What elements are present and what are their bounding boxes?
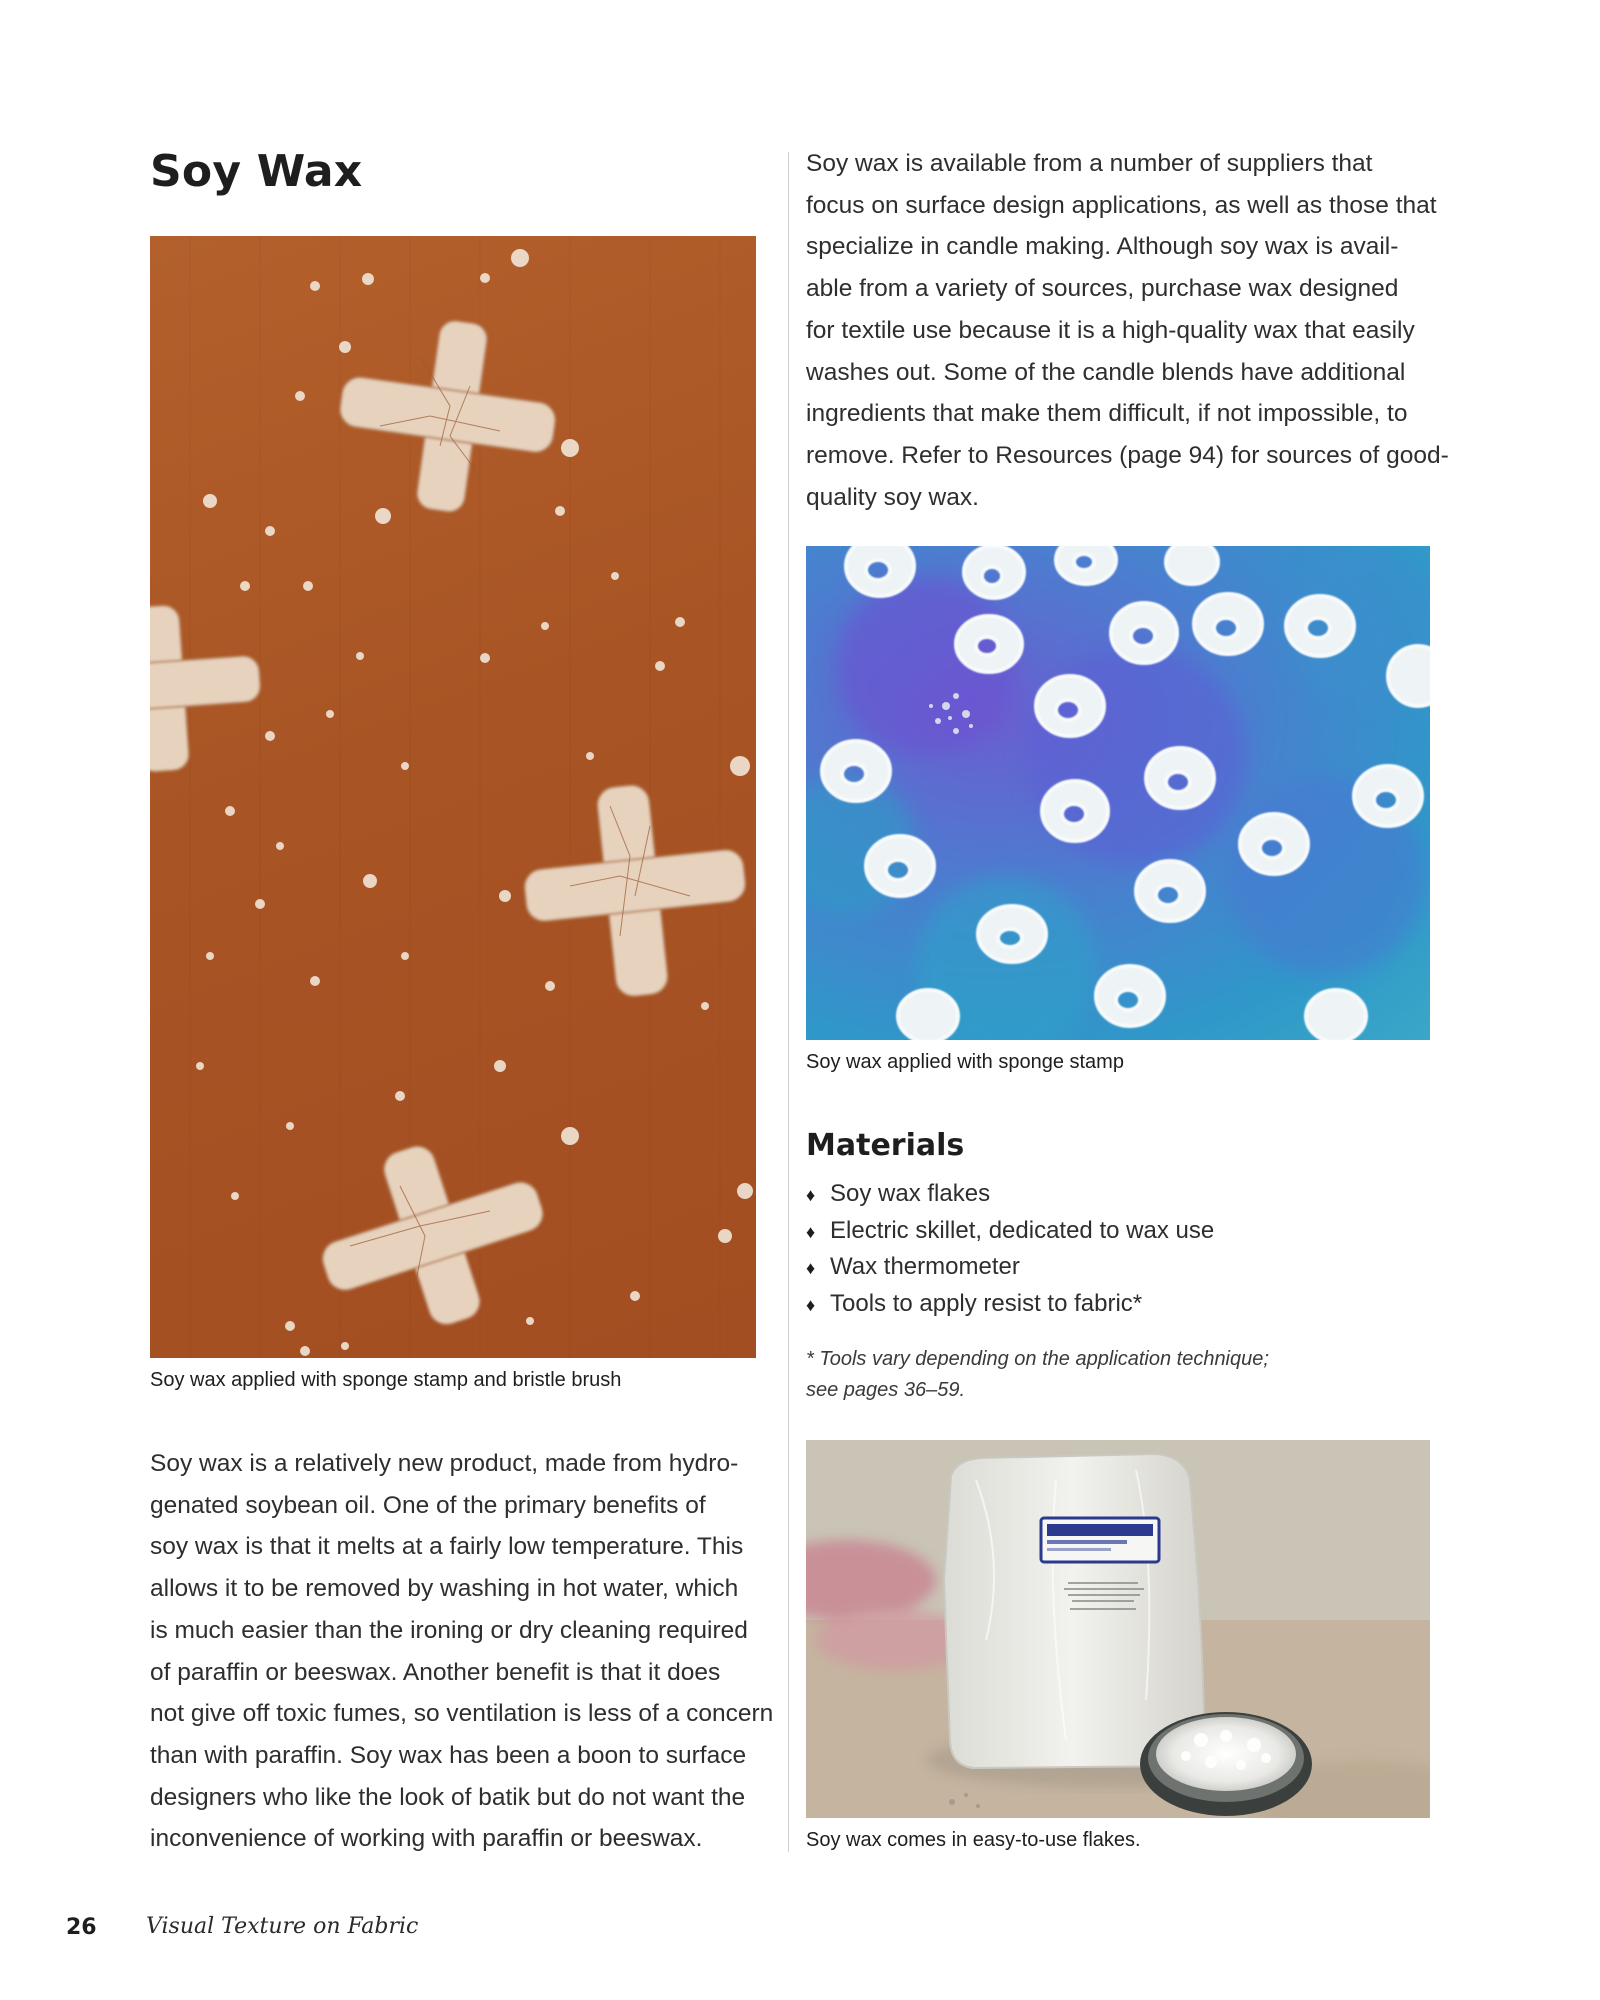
diamond-bullet-icon: ♦ <box>806 1258 816 1278</box>
list-item <box>806 1249 1214 1286</box>
diamond-bullet-icon: ♦ <box>806 1185 816 1205</box>
left-figure-caption: Soy wax applied with sponge stamp and bristle brush <box>150 1369 622 1391</box>
footnote-line: see pages 36–59. <box>806 1379 966 1401</box>
intro-line: of paraffin or beeswax. Another benefit is that it does <box>150 1658 721 1686</box>
diamond-bullet-icon: ♦ <box>806 1221 816 1242</box>
intro-line: inconvenience of working with paraffin or beeswax. <box>150 1825 703 1853</box>
supplier-line: focus on surface design applications, as well as those that <box>806 191 1437 219</box>
supplier-line: specialize in candle making. Although soy wax is avail- <box>806 233 1399 261</box>
sponge-stamp-artwork <box>806 546 1430 1040</box>
intro-line: allows it to be removed by washing in hot water, which <box>150 1575 739 1603</box>
supplier-line: washes out. Some of the candle blends have additional <box>806 358 1406 386</box>
tools-footnote <box>806 1344 1269 1406</box>
intro-line: designers who like the look of batik but do not want the <box>150 1783 746 1811</box>
diamond-bullet-icon: ♦ <box>806 1294 816 1315</box>
list-item <box>806 1286 1214 1323</box>
intro-paragraph <box>150 1443 790 1860</box>
intro-line: not give off toxic fumes, so ventilation is less of a concern <box>150 1700 774 1728</box>
material-item-label: Electric skillet, dedicated to wax use <box>830 1216 1215 1244</box>
intro-line: is much easier than the ironing or dry cleaning required <box>150 1616 748 1644</box>
batik-fabric-photo <box>150 236 756 1358</box>
page-title: Soy Wax <box>150 146 363 197</box>
intro-line: than with paraffin. Soy wax has been a boon to surface <box>150 1741 747 1769</box>
supplier-line: Soy wax is available from a number of suppliers that <box>806 150 1373 177</box>
list-item <box>806 1213 1214 1250</box>
material-item-label: Soy wax flakes <box>830 1180 991 1207</box>
intro-line: soy wax is that it melts at a fairly low temperature. This <box>150 1533 744 1561</box>
running-footer-title: Visual Texture on Fabric <box>146 1914 419 1939</box>
bag-figure-caption: Soy wax comes in easy-to-use flakes. <box>806 1829 1141 1851</box>
materials-list <box>806 1176 1214 1322</box>
supplier-line: remove. Refer to Resources (page 94) for sources of good- <box>806 441 1449 469</box>
intro-line: Soy wax is a relatively new product, made from hydro- <box>150 1450 739 1477</box>
materials-heading: Materials <box>806 1128 965 1163</box>
batik-fabric-artwork <box>150 236 756 1358</box>
supplier-line: for textile use because it is a high-quality wax that easily <box>806 316 1415 344</box>
list-item <box>806 1176 1214 1213</box>
intro-line: genated soybean oil. One of the primary benefits of <box>150 1491 706 1519</box>
soy-wax-bag-photo <box>806 1440 1430 1818</box>
footnote-line: * Tools vary depending on the application technique; <box>806 1348 1269 1370</box>
blue-figure-caption: Soy wax applied with sponge stamp <box>806 1051 1124 1073</box>
supplier-line: ingredients that make them difficult, if not impossible, to <box>806 400 1408 428</box>
supplier-paragraph <box>806 143 1449 518</box>
page-number: 26 <box>66 1915 97 1940</box>
soy-wax-bag-artwork <box>806 1440 1430 1818</box>
material-item-label: Tools to apply resist to fabric* <box>830 1289 1143 1317</box>
sponge-stamp-fabric-photo <box>806 546 1430 1040</box>
supplier-line: quality soy wax. <box>806 483 979 511</box>
supplier-line: able from a variety of sources, purchase wax designed <box>806 275 1399 303</box>
material-item-label: Wax thermometer <box>830 1253 1020 1280</box>
